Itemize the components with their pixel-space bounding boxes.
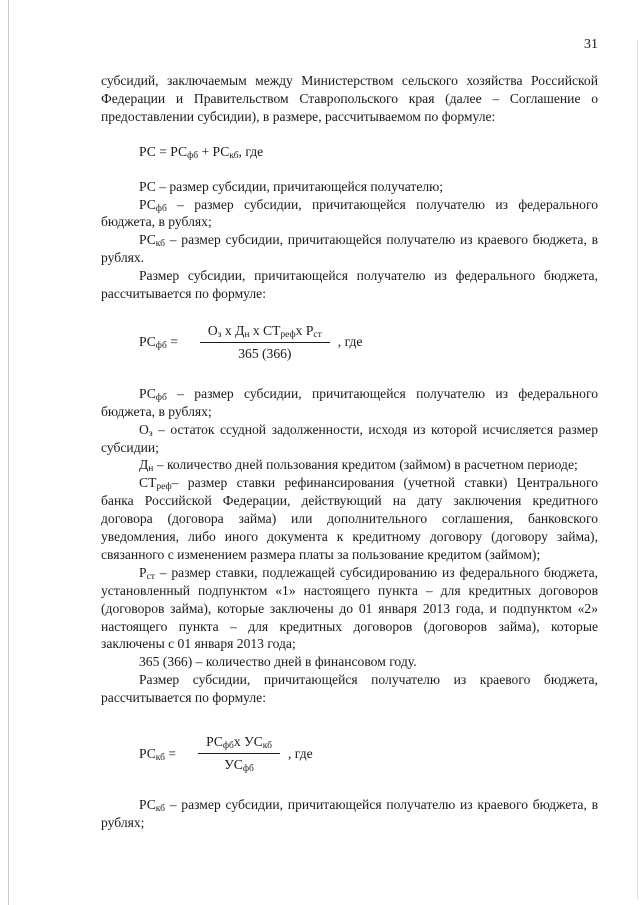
definition-rs-fb: $РС_{фб}$ – размер субсидии, причитающейся получателю из федерального бюджета, в рублях;: [101, 196, 598, 230]
formula-regional-subsidy: $РС_{кб}$ = $\frac{РС_{фб}х УС_{кб}}{УС_{фб}}$ , где: [139, 734, 313, 774]
scan-edge-right: [637, 40, 638, 900]
document-body: [101, 72, 598, 832]
fraction-denominator: $УС_{фб}$: [224, 757, 254, 774]
definition-st-ref: $СТ_{реф}-$ размер ставки рефинансирования (учетной ставки) Центрального банка Российской Федерации, действующий на дату заключения кредитного договора (договора займа) или дополнительного соглашения, банковского уведомления, либо иного документа к кредитному договору (договору займа), связанного с изменением размера платы за пользование кредитом (займом);: [101, 475, 598, 562]
definition-365: 365 (366) – количество дней в финансовом году.: [139, 654, 417, 670]
fraction-numerator: $О_з$ х $Д_н$ х $СТ_{реф}х$ $Р_{ст}$: [207, 322, 322, 340]
fraction: [200, 322, 330, 363]
definition-dn: $Д_н$ – количество дней пользования кредитом (займом) в расчетном периоде;: [139, 457, 578, 475]
definition-rs: РС – размер субсидии, причитающейся получателю;: [139, 178, 444, 194]
paragraph-kb-formula: Размер субсидии, причитающейся получателю из краевого бюджета, рассчитывается по формуле:: [101, 672, 598, 706]
scan-edge-left: [8, 0, 9, 905]
formula-federal-subsidy: $РС_{фб}$ = $\frac{О_з х Д_н х СТ_{реф}х Р_{ст}}{365 (366)}$ , где: [139, 322, 363, 361]
paragraph-fb-formula: Размер субсидии, причитающейся получателю из федерального бюджета, рассчитывается по формуле:: [101, 268, 598, 302]
definition2-rs-kb: $РС_{кб}$ – размер субсидии, причитающейся получателю из краевого бюджета, в рублях;: [101, 796, 598, 830]
page-number: 31: [584, 37, 598, 52]
definition-oz: $О_з$ – остаток ссудной задолженности, исходя из которой исчисляется размер субсидии;: [101, 421, 598, 455]
fraction: [198, 733, 280, 774]
fraction-numerator: $РС_{фб}х$ $УС_{кб}$: [206, 734, 272, 752]
definition2-rs-fb: $РС_{фб}$ – размер субсидии, причитающейся получателю из федерального бюджета, в рублях;: [101, 385, 598, 419]
fraction-denominator: 365 (366): [238, 345, 292, 361]
definition-rs-kb: $РС_{кб}$ – размер субсидии, причитающейся получателю из краевого бюджета, в рублях.: [101, 232, 598, 266]
definition-r-st: $Р_{ст}$ – размер ставки, подлежащей субсидированию из федерального бюджета, установленный подпунктом «1» настоящего пункта – для кредитных договоров (договоров займа), которые заключены до 01 января 2013 года, и подпунктом «2» настоящего пункта – для кредитных договоров (договоров займа), которые заключены с 01 января 2013 года;: [101, 564, 598, 652]
formula-total-subsidy: РС = $РС_{фб} + РС_{кб}$, где: [139, 143, 264, 161]
intro-paragraph: субсидий, заключаемым между Министерством сельского хозяйства Российской Федерации и Правительством Ставропольского края (далее – Соглашение о предоставлении субсидии), в размере, рассчитываемом по формуле:: [101, 73, 598, 124]
